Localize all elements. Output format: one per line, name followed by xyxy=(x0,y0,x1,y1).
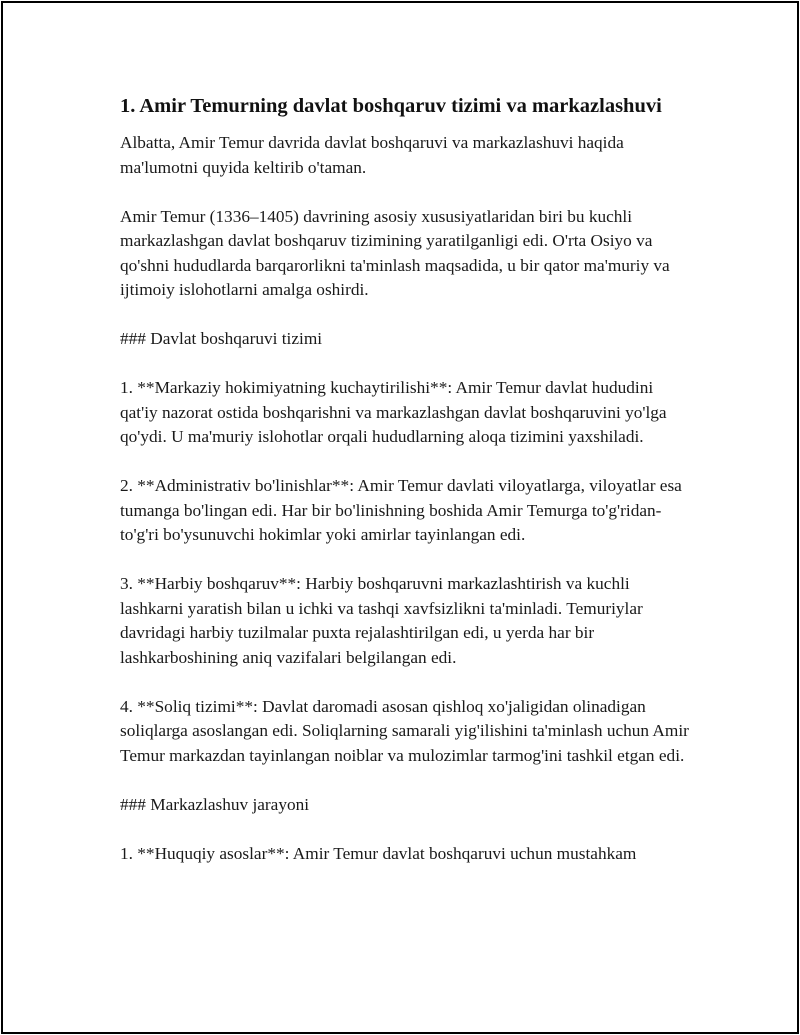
document-page xyxy=(1,1,799,1034)
list-item-tax-system: 4. **Soliq tizimi**: Davlat daromadi asosan qishloq xo'jaligidan olinadigan soliqlarga asoslangan edi. Soliqlarning samarali yig'ilishini ta'minlash uchun Amir Temur markazdan tayinlangan noiblar va mulozimlar tarmog'ini tashkil etgan edi. xyxy=(120,696,689,765)
list-item-administrative-divisions: 2. **Administrativ bo'linishlar**: Amir Temur davlati viloyatlarga, viloyatlar esa tumanga bo'lingan edi. Har bir bo'linishning boshida Amir Temurga to'g'ridan-to'g'ri bo'ysunuvchi hokimlar yoki amirlar tayinlangan edi. xyxy=(120,476,682,544)
list-item-military-governance: 3. **Harbiy boshqaruv**: Harbiy boshqaruvni markazlashtirish va kuchli lashkarni yaratish bilan u ichki va tashqi xavfsizlikni ta'minladi. Temuriylar davridagi harbiy tuzilmalar puxta rejalashtirilgan edi, u yerda har bir lashkarboshining aniq vazifalari belgilangan edi. xyxy=(120,574,643,667)
section-heading-centralization: ### Markazlashuv jarayoni xyxy=(120,794,310,814)
intro-paragraph: Albatta, Amir Temur davrida davlat boshqaruvi va markazlashuvi haqida ma'lumotni quyida keltirib o'taman. xyxy=(120,133,624,177)
list-item-central-power: 1. **Markaziy hokimiyatning kuchaytirilishi**: Amir Temur davlat hududini qat'iy nazorat ostida boshqarishni va markazlashgan davlat boshqaruvini yo'lga qo'ydi. U ma'muriy islohotlar orqali hududlarning aloqa tizimini yaxshiladi. xyxy=(120,378,667,446)
document-body xyxy=(120,91,690,891)
document-title: 1. Amir Temurning davlat boshqaruv tizimi va markazlashuvi xyxy=(120,95,662,117)
section-heading-governance: ### Davlat boshqaruvi tizimi xyxy=(120,329,323,348)
list-item-legal-foundations: 1. **Huquqiy asoslar**: Amir Temur davlat boshqaruvi uchun mustahkam xyxy=(120,843,637,863)
overview-paragraph: Amir Temur (1336–1405) davrining asosiy xususiyatlaridan biri bu kuchli markazlashgan davlat boshqaruv tizimining yaratilganligi edi. O'rta Osiyo va qo'shni hududlarda barqarorlikni ta'minlash maqsadida, u bir qator ma'muriy va ijtimoiy islohotlarni amalga oshirdi. xyxy=(120,206,670,299)
